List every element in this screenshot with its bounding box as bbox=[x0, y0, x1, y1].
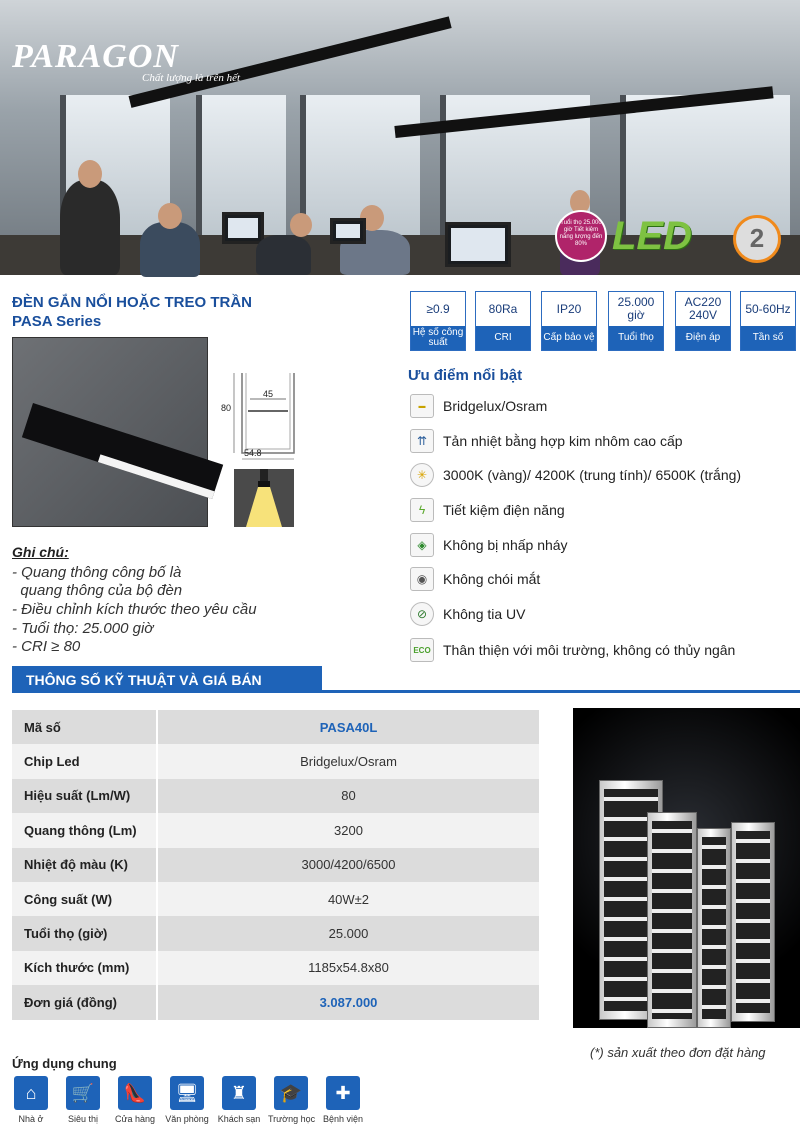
warranty-year-badge: 2 bbox=[733, 215, 781, 263]
no-flicker-icon: ◈ bbox=[410, 533, 434, 557]
application-item: ✚ Bệnh viện bbox=[320, 1076, 366, 1124]
note-item: quang thông của bộ đèn bbox=[12, 582, 183, 599]
spec-box-cri: 80Ra CRI bbox=[475, 291, 531, 351]
dim-bottom-width: 54.8 bbox=[244, 448, 262, 458]
feature-item: ⇈ Tản nhiệt bằng hợp kim nhôm cao cấp bbox=[410, 428, 683, 454]
table-row: Kích thước (mm) 1185x54.8x80 bbox=[12, 951, 539, 985]
feature-item: ϟ Tiết kiệm điện năng bbox=[410, 497, 565, 523]
feature-item: ✳ 3000K (vàng)/ 4200K (trung tính)/ 6500K (trắng) bbox=[410, 462, 741, 488]
no-uv-icon: ⊘ bbox=[410, 602, 434, 626]
eco-icon: ECO bbox=[410, 638, 434, 662]
beam-angle-icon bbox=[234, 469, 294, 527]
table-row: Chip Led Bridgelux/Osram bbox=[12, 744, 539, 778]
table-row: Quang thông (Lm) 3200 bbox=[12, 813, 539, 847]
brand-tagline: Chất lượng là trên hết bbox=[142, 72, 241, 84]
note-item: - Điều chỉnh kích thước theo yêu cầu bbox=[12, 601, 257, 618]
product-photo bbox=[12, 337, 208, 527]
product-render bbox=[573, 708, 800, 1028]
feature-item: ◉ Không chói mắt bbox=[410, 566, 540, 592]
section-divider bbox=[12, 690, 800, 693]
hero-banner bbox=[0, 0, 800, 275]
applications-title: Ứng dụng chung bbox=[12, 1056, 117, 1071]
dim-height: 80 bbox=[220, 403, 231, 413]
table-row: Hiệu suất (Lm/W) 80 bbox=[12, 779, 539, 813]
dim-top-width: 45 bbox=[262, 389, 274, 399]
color-temp-icon: ✳ bbox=[410, 463, 434, 487]
spec-box-ip: IP20 Cấp bảo vệ bbox=[541, 291, 597, 351]
note-item: - CRI ≥ 80 bbox=[12, 638, 81, 655]
table-row: Công suất (W) 40W±2 bbox=[12, 882, 539, 916]
table-row: Tuổi thọ (giờ) 25.000 bbox=[12, 916, 539, 950]
energy-saving-icon: ϟ bbox=[410, 498, 434, 522]
table-row: Nhiệt độ màu (K) 3000/4200/6500 bbox=[12, 848, 539, 882]
feature-item: ◈ Không bị nhấp nháy bbox=[410, 532, 568, 558]
house-icon: ⌂ bbox=[14, 1076, 48, 1110]
note-item: - Tuổi thọ: 25.000 giờ bbox=[12, 620, 154, 637]
spec-box-lifetime: 25.000 giờ Tuổi thọ bbox=[608, 291, 664, 351]
heatsink-icon: ⇈ bbox=[410, 429, 434, 453]
cart-icon: 🛒 bbox=[66, 1076, 100, 1110]
eye-icon: ◉ bbox=[410, 567, 434, 591]
spec-box-voltage: AC220 240V Điện áp bbox=[675, 291, 731, 351]
application-item: 👠 Cửa hàng bbox=[112, 1076, 158, 1124]
application-item: 🎓 Trường học bbox=[268, 1076, 314, 1124]
table-row: Mã số PASA40L bbox=[12, 710, 539, 744]
application-item: 🖥 Văn phòng bbox=[164, 1076, 210, 1124]
feature-item: ECO Thân thiện với môi trường, không có thủy ngân bbox=[410, 637, 735, 663]
graduation-cap-icon: 🎓 bbox=[274, 1076, 308, 1110]
application-item: ⌂ Nhà ở bbox=[8, 1076, 54, 1124]
product-series: PASA Series bbox=[12, 313, 102, 330]
led-sign: LED bbox=[612, 214, 692, 258]
table-row: Đơn giá (đồng) 3.087.000 bbox=[12, 985, 539, 1019]
application-item: 🛒 Siêu thị bbox=[60, 1076, 106, 1124]
spec-price-table bbox=[12, 710, 539, 1020]
lifetime-badge: Tuổi thọ 25.000 giờ Tiết kiệm năng lượng đến 80% bbox=[555, 210, 607, 262]
brand-logo: PARAGON bbox=[12, 38, 179, 75]
computer-icon: 🖥 bbox=[170, 1076, 204, 1110]
features-title: Ưu điểm nổi bật bbox=[408, 367, 523, 384]
spec-box-power-factor: ≥0.9 Hệ số công suất bbox=[410, 291, 466, 351]
section-title: THÔNG SỐ KỸ THUẬT VÀ GIÁ BÁN bbox=[12, 666, 322, 693]
medical-cross-icon: ✚ bbox=[326, 1076, 360, 1110]
shoe-icon: 👠 bbox=[118, 1076, 152, 1110]
feature-item: ⊘ Không tia UV bbox=[410, 601, 526, 627]
product-title: ĐÈN GẮN NỔI HOẶC TREO TRẦN bbox=[12, 294, 252, 311]
chip-icon: ▬ bbox=[410, 394, 434, 418]
feature-item: ▬ Bridgelux/Osram bbox=[410, 393, 547, 419]
note-item: - Quang thông công bố là bbox=[12, 564, 182, 581]
bellboy-icon: ♜ bbox=[222, 1076, 256, 1110]
order-note: (*) sản xuất theo đơn đặt hàng bbox=[590, 1045, 766, 1060]
notes-title: Ghi chú: bbox=[12, 544, 69, 560]
application-item: ♜ Khách sạn bbox=[216, 1076, 262, 1124]
spec-box-frequency: 50-60Hz Tần số bbox=[740, 291, 796, 351]
